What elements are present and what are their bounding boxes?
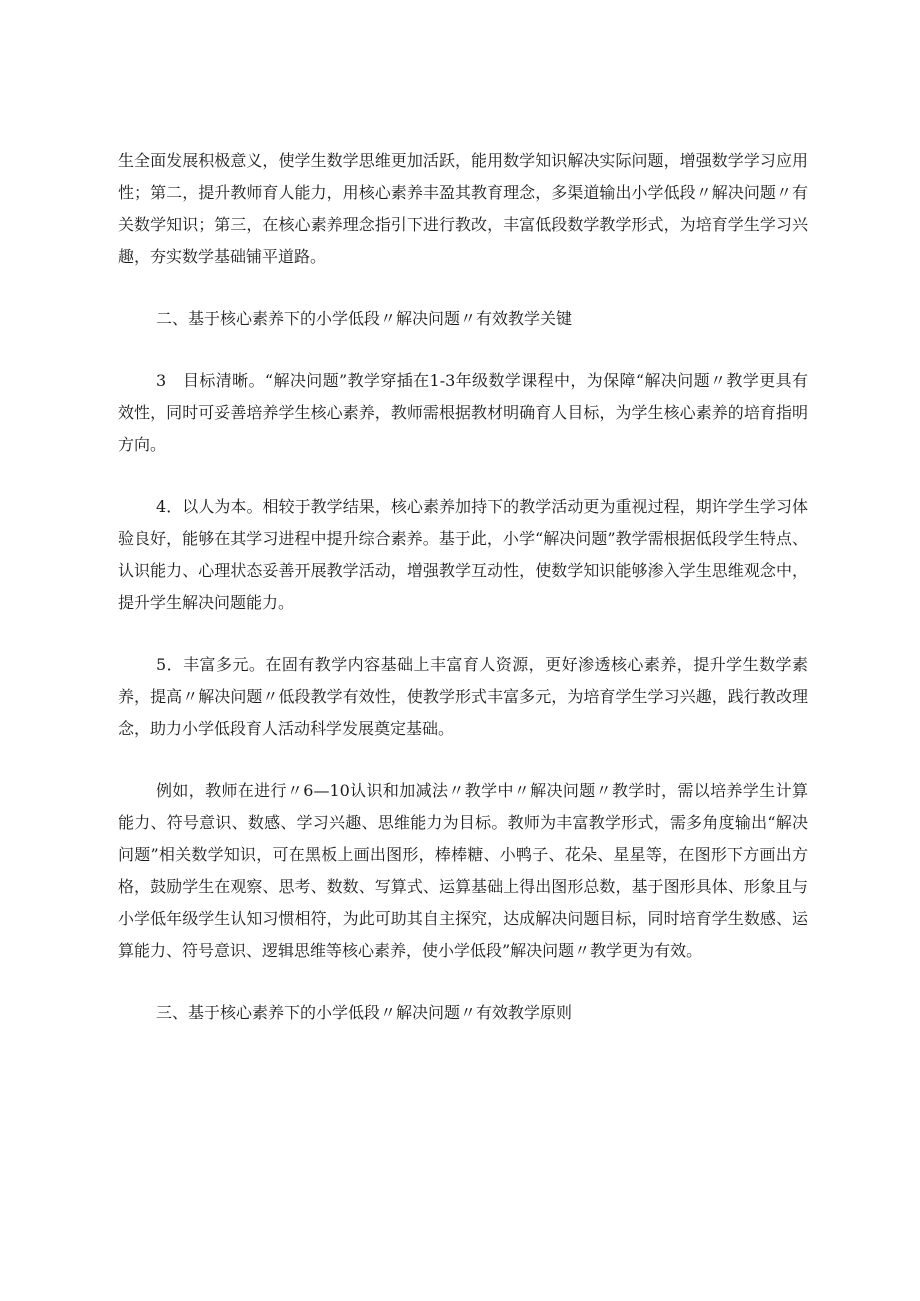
paragraph-continuation: 生全面发展积极意义，使学生数学思维更加活跃，能用数学知识解决实际问题，增强数学学习应用性；第二，提升教师育人能力，用核心素养丰盈其教育理念，多渠道输出小学低段〃解决问题〃有关数学知识；第三，在核心素养理念指引下进行教改，丰富低段数学教学形式，为培育学生学习兴趣，夯实数学基础铺平道路。 xyxy=(118,151,808,266)
section-heading-3: 三、基于核心素养下的小学低段〃解决问题〃有效教学原则 xyxy=(156,1003,573,1022)
paragraph-item-3: 3 目标清晰。“解决问题”教学穿插在1-3年级数学课程中，为保障“解决问题〃教学更具有效性，同时可妥善培养学生核心素养，教师需根据教材明确育人目标，为学生核心素养的培育指明方向。 xyxy=(118,371,808,454)
paragraph-example: 例如，教师在进行〃6—10认识和加减法〃教学中〃解决问题〃教学时，需以培养学生计算能力、符号意识、数感、学习兴趣、思维能力为目标。教师为丰富教学形式，需多角度输出“解决问题”相关数学知识，可在黑板上画出图形，棒棒糖、小鸭子、花朵、星星等，在图形下方画出方格，鼓励学生在观察、思考、数数、写算式、运算基础上得出图形总数，基于图形具体、形象且与小学低年级学生认知习惯相符，为此可助其自主探究，达成解决问题目标，同时培育学生数感、运算能力、符号意识、逻辑思维等核心素养，使小学低段”解决问题〃教学更为有效。 xyxy=(118,781,808,960)
paragraph-item-5: 5．丰富多元。在固有教学内容基础上丰富育人资源，更好渗透核心素养，提升学生数学素养，提高〃解决问题〃低段教学有效性，使教学形式丰富多元，为培育学生学习兴趣，践行教改理念，助力小学低段育人活动科学发展奠定基础。 xyxy=(118,655,808,738)
document-page xyxy=(118,145,808,1059)
paragraph-item-4: 4．以人为本。相较于教学结果，核心素养加持下的教学活动更为重视过程，期许学生学习体验良好，能够在其学习进程中提升综合素养。基于此，小学“解决问题”教学需根据低段学生特点、认识能力、心理状态妥善开展教学活动，增强教学互动性，使数学知识能够渗入学生思维观念中，提升学生解决问题能力。 xyxy=(118,497,808,612)
section-heading-2: 二、基于核心素养下的小学低段〃解决问题〃有效教学关键 xyxy=(156,309,573,328)
